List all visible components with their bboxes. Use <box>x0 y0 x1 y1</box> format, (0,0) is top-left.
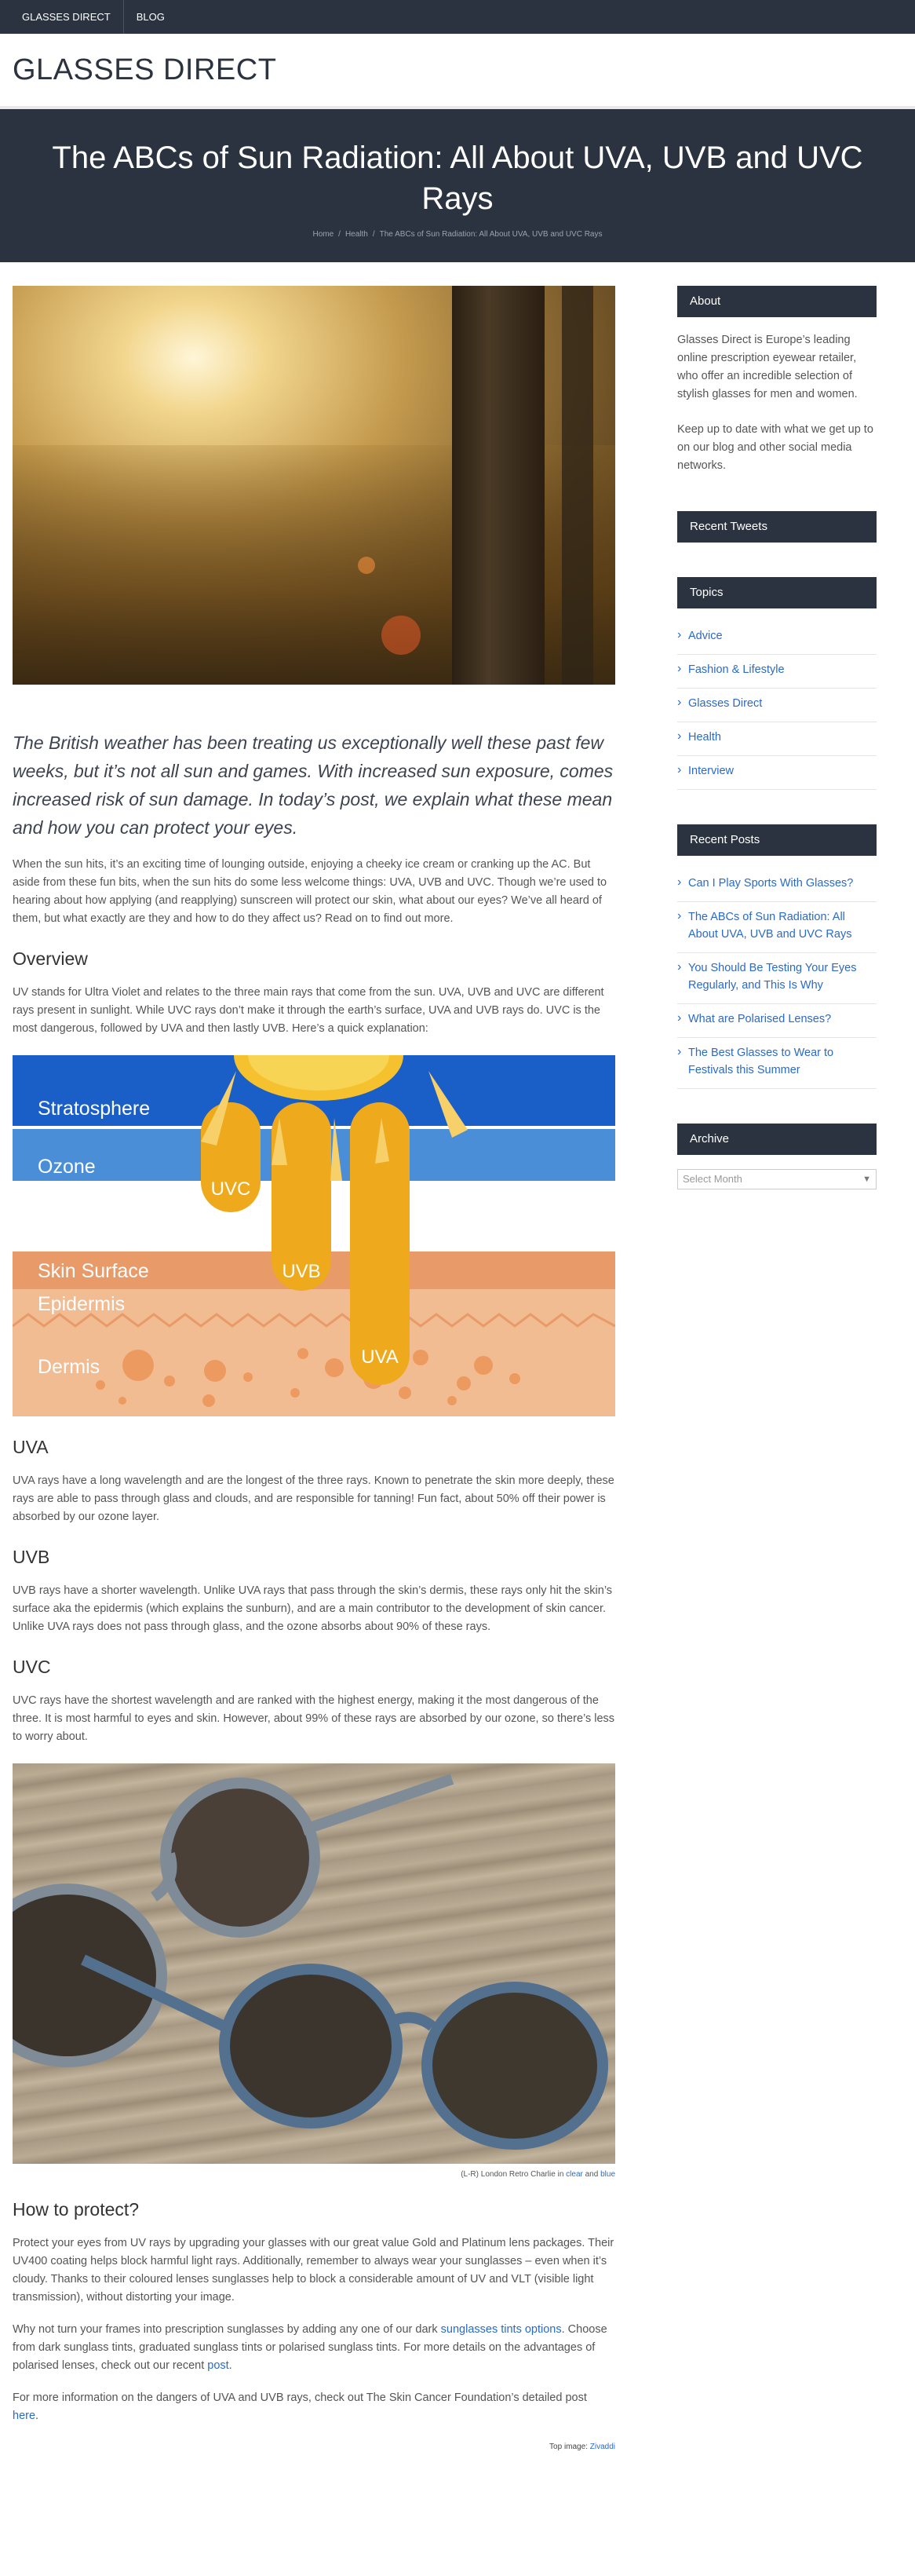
recent-post-link[interactable]: › The ABCs of Sun Radiation: All About UVA, UVB and UVC Rays <box>677 902 877 953</box>
uvb-heading: UVB <box>13 1547 50 1567</box>
topics-title: Topics <box>677 577 877 608</box>
article <box>13 286 615 2451</box>
topic-fashion-lifestyle[interactable]: › Fashion & Lifestyle <box>677 655 877 689</box>
about-text-1: Glasses Direct is Europe’s leading online prescription eyewear retailer, who offer an incredible selection of stylish glasses for men and women. <box>677 334 858 400</box>
diagram-label-skin-surface: Skin Surface <box>38 1260 149 1282</box>
diagram-ray-uvb: UVB <box>282 1261 321 1282</box>
uva-heading: UVA <box>13 1437 49 1457</box>
recent-post-link[interactable]: › Can I Play Sports With Glasses? <box>677 868 877 902</box>
sunglasses-photo <box>13 1763 615 2164</box>
uv-rays-diagram <box>13 1055 615 1416</box>
archive-select[interactable]: Select Month ▼ <box>677 1169 877 1189</box>
topic-health[interactable]: › Health <box>677 722 877 756</box>
diagram-ray-uvc: UVC <box>210 1178 251 1200</box>
uva-text: UVA rays have a long wavelength and are the longest of the three rays. Known to penetrate the skin more deeply, these rays are able to pass through glass and clouds, and are responsible for tanning! Fun fact, about 50% off their power is absorbed by our ozone layer. <box>13 1474 614 1523</box>
credit-link[interactable]: Zivaddi <box>589 2443 615 2451</box>
polarised-post-link[interactable]: post <box>207 2359 229 2372</box>
image-credit: Top image: Zivaddi <box>549 2443 615 2451</box>
protect-text-2: Why not turn your frames into prescription sunglasses by adding any one of our dark sunglasses tints options. Choose from dark sunglass tints, graduated sunglass tints or polarised sunglass tints. For more details on the advantages of polarised lenses, check out our recent post. <box>13 2323 607 2372</box>
overview-text: UV stands for Ultra Violet and relates to the three main rays that come from the sun. UVA, UVB and UVC are different rays present in sunlight. While UVC rays don’t make it through the earth’s surface, UVA and UVB rays do. UVC is the most dangerous, followed by UVA and then lastly UVB. Here’s a quick explanation: <box>13 986 604 1035</box>
caption-link-blue[interactable]: blue <box>600 2170 615 2179</box>
nav-blog[interactable]: BLOG <box>123 0 177 34</box>
topics-list <box>677 621 877 790</box>
about-widget-title: About <box>677 286 877 317</box>
breadcrumb <box>0 230 915 239</box>
breadcrumb-home[interactable]: Home <box>312 230 334 239</box>
recent-post-link[interactable]: › What are Polarised Lenses? <box>677 1004 877 1038</box>
sunglasses-tints-link[interactable]: sunglasses tints options <box>440 2323 562 2336</box>
recent-post-link[interactable]: › You Should Be Testing Your Eyes Regularly, and This Is Why <box>677 953 877 1004</box>
protect-text-1: Protect your eyes from UV rays by upgrading your glasses with our great value Gold and Platinum lens packages. Their UV400 coating helps block harmful light rays. Additionally, remember to always wear your sunglasses – even when it’s cloudy. Thanks to their coloured lenses sunglasses help to block a considerable amount of UV and VLT (visible light transmission), without distorting your image. <box>13 2237 614 2304</box>
diagram-ray-uva: UVA <box>361 1346 399 1368</box>
page-title: The ABCs of Sun Radiation: All About UVA, UVB and UVC Rays <box>52 141 863 216</box>
overview-heading: Overview <box>13 948 88 969</box>
archive-title: Archive <box>677 1124 877 1155</box>
diagram-label-dermis: Dermis <box>38 1356 100 1378</box>
article-intro: When the sun hits, it’s an exciting time of lounging outside, enjoying a cheeky ice cream or cranking up the AC. But aside from these fun bits, when the sun hits do some less welcome things: UVA, UVB and UVC. Though we’re used to hearing about how applying (and reapplying) sunscreen will protect our skin, what about our eyes? We’ve all heard of them, but what exactly are they and how to do they affect us? Read on to find out more. <box>13 858 607 925</box>
breadcrumb-health[interactable]: Health <box>344 230 368 239</box>
article-lead: The British weather has been treating us exceptionally well these past few weeks, but it’s not all sun and games. With increased sun exposure, comes increased risk of sun damage. In today’s post, we explain what these mean and how you can protect your eyes. <box>13 733 614 838</box>
caption-link-clear[interactable]: clear <box>566 2170 583 2179</box>
top-nav <box>0 0 915 34</box>
topic-advice[interactable]: › Advice <box>677 621 877 655</box>
uvc-text: UVC rays have the shortest wavelength and are ranked with the highest energy, making it the most dangerous of the three. It is most harmful to eyes and skin. However, about 99% of these rays are absorbed by our ozone, so there’s less to worry about. <box>13 1694 615 1743</box>
photo-caption: (L-R) London Retro Charlie in clear and blue <box>461 2170 615 2179</box>
recent-post-link[interactable]: › The Best Glasses to Wear to Festivals this Summer <box>677 1038 877 1089</box>
breadcrumb-separator: / <box>372 230 375 239</box>
protect-text-3: For more information on the dangers of UVA and UVB rays, check out The Skin Cancer Foundation’s detailed post here. <box>13 2391 587 2422</box>
uvc-heading: UVC <box>13 1657 51 1677</box>
uvb-text: UVB rays have a shorter wavelength. Unlike UVA rays that pass through the skin’s dermis, these rays only hit the skin’s surface aka the epidermis (which explains the sunburn), and are a main contributor to the development of skin cancer. Unlike UVA rays does not pass through glass, and the ozone absorbs about 90% of these rays. <box>13 1584 613 1633</box>
sunset-grass-photo <box>13 286 615 685</box>
hero-banner <box>0 109 915 262</box>
about-widget <box>677 331 877 475</box>
site-logo[interactable]: GLASSES DIRECT <box>13 53 277 86</box>
site-header <box>0 34 915 109</box>
diagram-label-epidermis: Epidermis <box>38 1293 126 1315</box>
recent-posts-list <box>677 868 877 1089</box>
topic-glasses-direct[interactable]: › Glasses Direct <box>677 689 877 722</box>
sidebar <box>677 286 877 1189</box>
about-text-2: Keep up to date with what we get up to on our blog and other social media networks. <box>677 423 873 472</box>
recent-tweets-title: Recent Tweets <box>677 511 877 543</box>
topic-interview[interactable]: › Interview <box>677 756 877 790</box>
breadcrumb-current: The ABCs of Sun Radiation: All About UVA, UVB and UVC Rays <box>379 230 603 239</box>
diagram-label-ozone: Ozone <box>38 1156 96 1178</box>
diagram-label-stratosphere: Stratosphere <box>38 1098 151 1120</box>
breadcrumb-separator: / <box>338 230 341 239</box>
recent-posts-title: Recent Posts <box>677 824 877 856</box>
chevron-down-icon: ▼ <box>862 1175 871 1184</box>
protect-heading: How to protect? <box>13 2199 140 2220</box>
nav-glasses-direct[interactable]: GLASSES DIRECT <box>22 11 111 23</box>
skin-cancer-link[interactable]: here <box>13 2410 36 2422</box>
